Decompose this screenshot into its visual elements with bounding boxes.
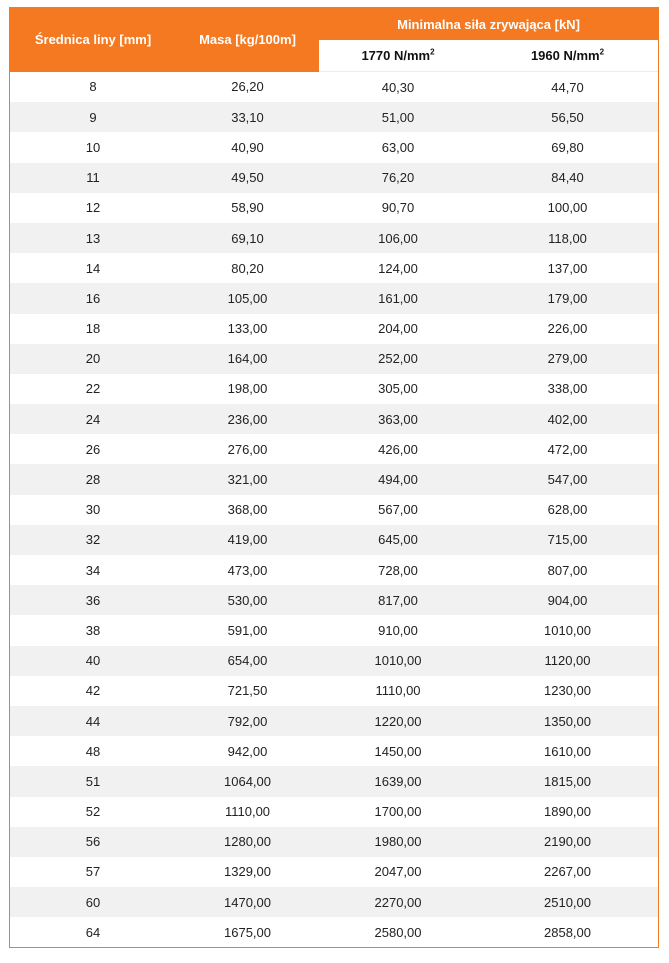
cell-force-1960: 118,00	[477, 223, 658, 253]
cell-force-1960: 715,00	[477, 525, 658, 555]
cell-force-1770: 817,00	[319, 585, 477, 615]
cell-diameter: 42	[10, 676, 176, 706]
cell-diameter: 13	[10, 223, 176, 253]
header-grade-1770-label: 1770 N/mm	[361, 48, 431, 63]
cell-diameter: 44	[10, 706, 176, 736]
header-grade-1960-label: 1960 N/mm	[530, 48, 600, 63]
cell-diameter: 57	[10, 857, 176, 887]
cell-force-1770: 494,00	[319, 464, 477, 494]
cell-force-1770: 1110,00	[319, 676, 477, 706]
cell-mass: 198,00	[176, 374, 319, 404]
cell-diameter: 20	[10, 344, 176, 374]
cell-force-1770: 363,00	[319, 404, 477, 434]
cell-mass: 26,20	[176, 72, 319, 103]
cell-force-1960: 1610,00	[477, 736, 658, 766]
table-row	[10, 766, 658, 796]
cell-mass: 49,50	[176, 163, 319, 193]
cell-mass: 1329,00	[176, 857, 319, 887]
cell-diameter: 11	[10, 163, 176, 193]
cell-mass: 321,00	[176, 464, 319, 494]
cell-force-1960: 1230,00	[477, 676, 658, 706]
cell-diameter: 64	[10, 917, 176, 947]
cell-mass: 942,00	[176, 736, 319, 766]
table-header	[10, 8, 658, 72]
cell-diameter: 22	[10, 374, 176, 404]
table-row	[10, 495, 658, 525]
cell-mass: 530,00	[176, 585, 319, 615]
table-row	[10, 344, 658, 374]
table-row	[10, 253, 658, 283]
cell-force-1770: 728,00	[319, 555, 477, 585]
cell-mass: 276,00	[176, 434, 319, 464]
cell-force-1770: 1639,00	[319, 766, 477, 796]
cell-force-1960: 472,00	[477, 434, 658, 464]
table-row	[10, 223, 658, 253]
cell-force-1960: 402,00	[477, 404, 658, 434]
cell-force-1960: 338,00	[477, 374, 658, 404]
table-row	[10, 434, 658, 464]
table-row	[10, 72, 658, 103]
cell-diameter: 24	[10, 404, 176, 434]
cell-force-1770: 51,00	[319, 102, 477, 132]
cell-force-1770: 2580,00	[319, 917, 477, 947]
cell-force-1960: 547,00	[477, 464, 658, 494]
table-row	[10, 464, 658, 494]
cell-force-1960: 44,70	[477, 72, 658, 103]
cell-diameter: 16	[10, 283, 176, 313]
cell-force-1960: 179,00	[477, 283, 658, 313]
table-row	[10, 917, 658, 947]
cell-mass: 33,10	[176, 102, 319, 132]
header-grade-1960	[477, 40, 658, 72]
cell-force-1770: 2047,00	[319, 857, 477, 887]
header-breaking-force: Minimalna siła zrywająca [kN]	[319, 8, 658, 40]
cell-diameter: 40	[10, 646, 176, 676]
table-row	[10, 283, 658, 313]
cell-force-1770: 106,00	[319, 223, 477, 253]
cell-diameter: 38	[10, 615, 176, 645]
table-row	[10, 374, 658, 404]
cell-force-1960: 904,00	[477, 585, 658, 615]
cell-force-1960: 1815,00	[477, 766, 658, 796]
cell-force-1770: 124,00	[319, 253, 477, 283]
cell-force-1960: 100,00	[477, 193, 658, 223]
cell-force-1960: 628,00	[477, 495, 658, 525]
cell-force-1960: 226,00	[477, 314, 658, 344]
table-row	[10, 857, 658, 887]
cell-force-1960: 807,00	[477, 555, 658, 585]
cell-force-1770: 567,00	[319, 495, 477, 525]
table-row	[10, 314, 658, 344]
cell-force-1960: 1890,00	[477, 797, 658, 827]
table-row	[10, 163, 658, 193]
cell-diameter: 28	[10, 464, 176, 494]
cell-mass: 1110,00	[176, 797, 319, 827]
cell-force-1960: 137,00	[477, 253, 658, 283]
table-row	[10, 193, 658, 223]
cell-force-1960: 84,40	[477, 163, 658, 193]
header-grade-1960-exp: 2	[599, 47, 605, 57]
header-mass: Masa [kg/100m]	[176, 8, 319, 72]
cell-force-1960: 56,50	[477, 102, 658, 132]
cell-mass: 80,20	[176, 253, 319, 283]
cell-diameter: 56	[10, 827, 176, 857]
cell-force-1770: 1450,00	[319, 736, 477, 766]
table-row	[10, 676, 658, 706]
cell-mass: 591,00	[176, 615, 319, 645]
cell-diameter: 48	[10, 736, 176, 766]
table-row	[10, 555, 658, 585]
table-row	[10, 797, 658, 827]
cell-mass: 1064,00	[176, 766, 319, 796]
cell-mass: 654,00	[176, 646, 319, 676]
cell-force-1960: 2190,00	[477, 827, 658, 857]
table-row	[10, 615, 658, 645]
cell-diameter: 32	[10, 525, 176, 555]
table-row	[10, 102, 658, 132]
cell-force-1770: 426,00	[319, 434, 477, 464]
cell-diameter: 52	[10, 797, 176, 827]
cell-mass: 164,00	[176, 344, 319, 374]
cell-diameter: 10	[10, 132, 176, 162]
cell-mass: 419,00	[176, 525, 319, 555]
cell-mass: 721,50	[176, 676, 319, 706]
cell-force-1960: 2267,00	[477, 857, 658, 887]
cell-mass: 792,00	[176, 706, 319, 736]
cell-mass: 69,10	[176, 223, 319, 253]
cell-force-1770: 90,70	[319, 193, 477, 223]
table-row	[10, 132, 658, 162]
header-diameter: Średnica liny [mm]	[10, 8, 176, 72]
header-grade-1770-exp: 2	[430, 47, 435, 57]
cell-force-1770: 1980,00	[319, 827, 477, 857]
cell-mass: 1675,00	[176, 917, 319, 947]
cell-force-1960: 1120,00	[477, 646, 658, 676]
table-row	[10, 585, 658, 615]
cell-force-1770: 2270,00	[319, 887, 477, 917]
cell-diameter: 60	[10, 887, 176, 917]
cell-force-1770: 63,00	[319, 132, 477, 162]
cell-mass: 40,90	[176, 132, 319, 162]
cell-force-1770: 645,00	[319, 525, 477, 555]
table-row	[10, 887, 658, 917]
cell-force-1770: 910,00	[319, 615, 477, 645]
cell-force-1770: 1700,00	[319, 797, 477, 827]
rope-spec-table	[10, 8, 658, 947]
cell-mass: 58,90	[176, 193, 319, 223]
rope-spec-table-container	[9, 7, 659, 948]
header-grade-1770	[319, 40, 477, 72]
cell-diameter: 9	[10, 102, 176, 132]
cell-mass: 105,00	[176, 283, 319, 313]
cell-diameter: 12	[10, 193, 176, 223]
cell-diameter: 30	[10, 495, 176, 525]
cell-force-1770: 40,30	[319, 72, 477, 103]
cell-mass: 368,00	[176, 495, 319, 525]
table-body	[10, 72, 658, 948]
cell-force-1770: 76,20	[319, 163, 477, 193]
cell-force-1960: 2510,00	[477, 887, 658, 917]
table-row	[10, 706, 658, 736]
cell-force-1770: 305,00	[319, 374, 477, 404]
cell-mass: 1470,00	[176, 887, 319, 917]
cell-diameter: 51	[10, 766, 176, 796]
cell-force-1770: 1220,00	[319, 706, 477, 736]
cell-mass: 133,00	[176, 314, 319, 344]
cell-diameter: 18	[10, 314, 176, 344]
cell-force-1960: 1010,00	[477, 615, 658, 645]
cell-mass: 473,00	[176, 555, 319, 585]
cell-force-1960: 1350,00	[477, 706, 658, 736]
cell-force-1770: 1010,00	[319, 646, 477, 676]
cell-diameter: 14	[10, 253, 176, 283]
cell-diameter: 8	[10, 72, 176, 103]
cell-force-1770: 161,00	[319, 283, 477, 313]
cell-diameter: 34	[10, 555, 176, 585]
cell-force-1960: 2858,00	[477, 917, 658, 947]
table-row	[10, 736, 658, 766]
cell-force-1770: 252,00	[319, 344, 477, 374]
table-row	[10, 646, 658, 676]
cell-force-1770: 204,00	[319, 314, 477, 344]
table-row	[10, 404, 658, 434]
table-row	[10, 827, 658, 857]
cell-mass: 1280,00	[176, 827, 319, 857]
cell-force-1960: 279,00	[477, 344, 658, 374]
cell-diameter: 36	[10, 585, 176, 615]
table-row	[10, 525, 658, 555]
cell-force-1960: 69,80	[477, 132, 658, 162]
cell-diameter: 26	[10, 434, 176, 464]
cell-mass: 236,00	[176, 404, 319, 434]
